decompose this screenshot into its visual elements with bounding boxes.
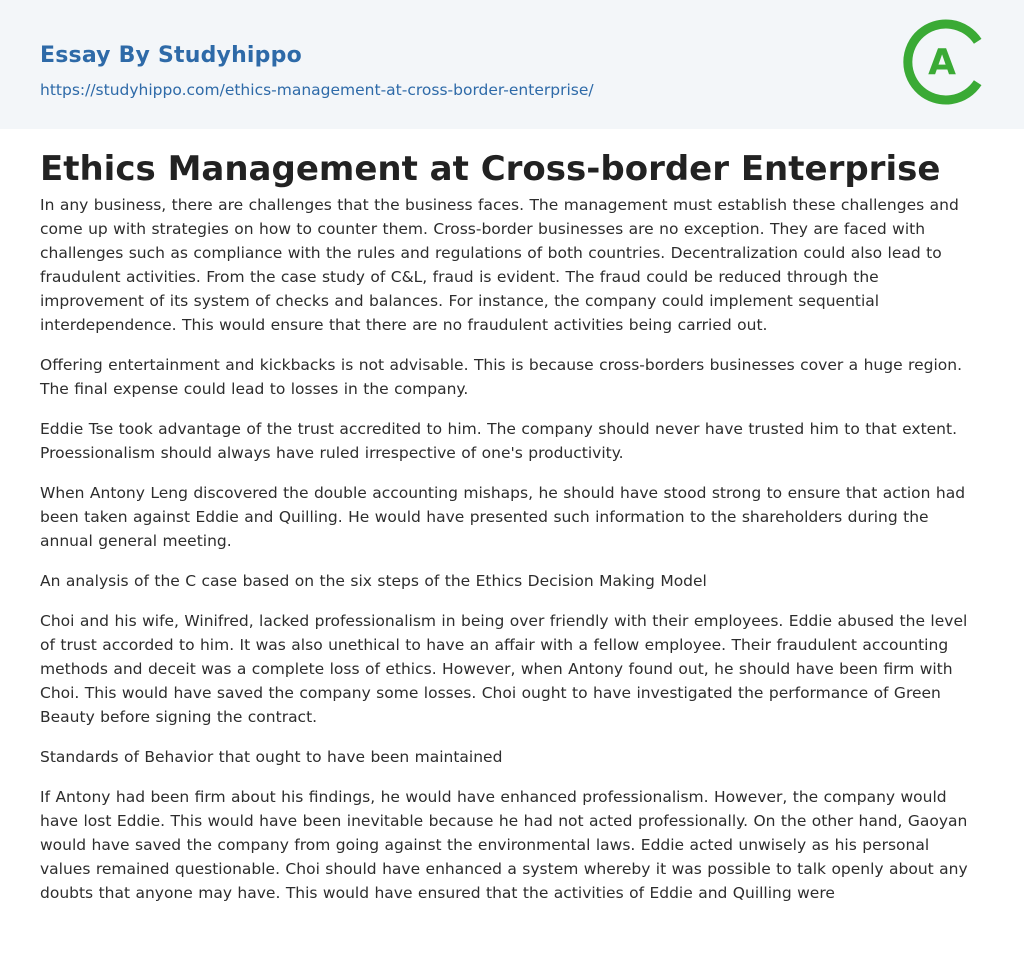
section-heading: Standards of Behavior that ought to have been maintained <box>40 748 503 766</box>
article-paragraph: Choi and his wife, Winifred, lacked professionalism in being over friendly with their employees. Eddie abused the level of trust accorded to him. It was also unethical to have an affair with a fellow employee. Their fraudulent accounting methods and deceit was a complete loss of ethics. However, when Antony found out, he should have been firm with Choi. This would have saved the company some losses. Choi ought to have investigated the performance of Green Beauty before signing the contract. <box>40 612 968 726</box>
site-header <box>0 0 1024 129</box>
article-paragraph: In any business, there are challenges that the business faces. The management must establish these challenges and come up with strategies on how to counter them. Cross-border businesses are no exception. They are faced with challenges such as compliance with the rules and regulations of both countries. Decentralization could also lead to fraudulent activities. From the case study of C&L, fraud is evident. The fraud could be reduced through the improvement of its system of checks and balances. For instance, the company could implement sequential interdependence. This would ensure that there are no fraudulent activities being carried out. <box>40 196 959 334</box>
article-title: Ethics Management at Cross-border Enterprise <box>40 149 941 189</box>
article-paragraph: Offering entertainment and kickbacks is not advisable. This is because cross-borders businesses cover a huge region. The final expense could lead to losses in the company. <box>40 356 962 398</box>
article-paragraph: Eddie Tse took advantage of the trust accredited to him. The company should never have trusted him to that extent. Proessionalism should always have ruled irrespective of one's productivity. <box>40 420 958 462</box>
article <box>0 149 1024 905</box>
article-url-link[interactable]: https://studyhippo.com/ethics-management-at-cross-border-enterprise/ <box>40 81 594 99</box>
logo-letter: A <box>928 42 956 83</box>
studyhippo-logo-icon[interactable] <box>899 19 985 105</box>
section-heading: An analysis of the C case based on the six steps of the Ethics Decision Making Model <box>40 572 707 590</box>
article-paragraph: When Antony Leng discovered the double accounting mishaps, he should have stood strong to ensure that action had been taken against Eddie and Quilling. He would have presented such information to the shareholders during the annual general meeting. <box>40 484 966 550</box>
article-paragraph: If Antony had been firm about his findings, he would have enhanced professionalism. However, the company would have lost Eddie. This would have been inevitable because he had not acted professionally. On the other hand, Gaoyan would have saved the company from going against the environmental laws. Eddie acted unwisely as his personal values remained questionable. Choi should have enhanced a system whereby it was possible to talk openly about any doubts that anyone may have. This would have ensured that the activities of Eddie and Quilling were <box>40 788 968 902</box>
site-name[interactable]: Essay By Studyhippo <box>40 43 302 68</box>
